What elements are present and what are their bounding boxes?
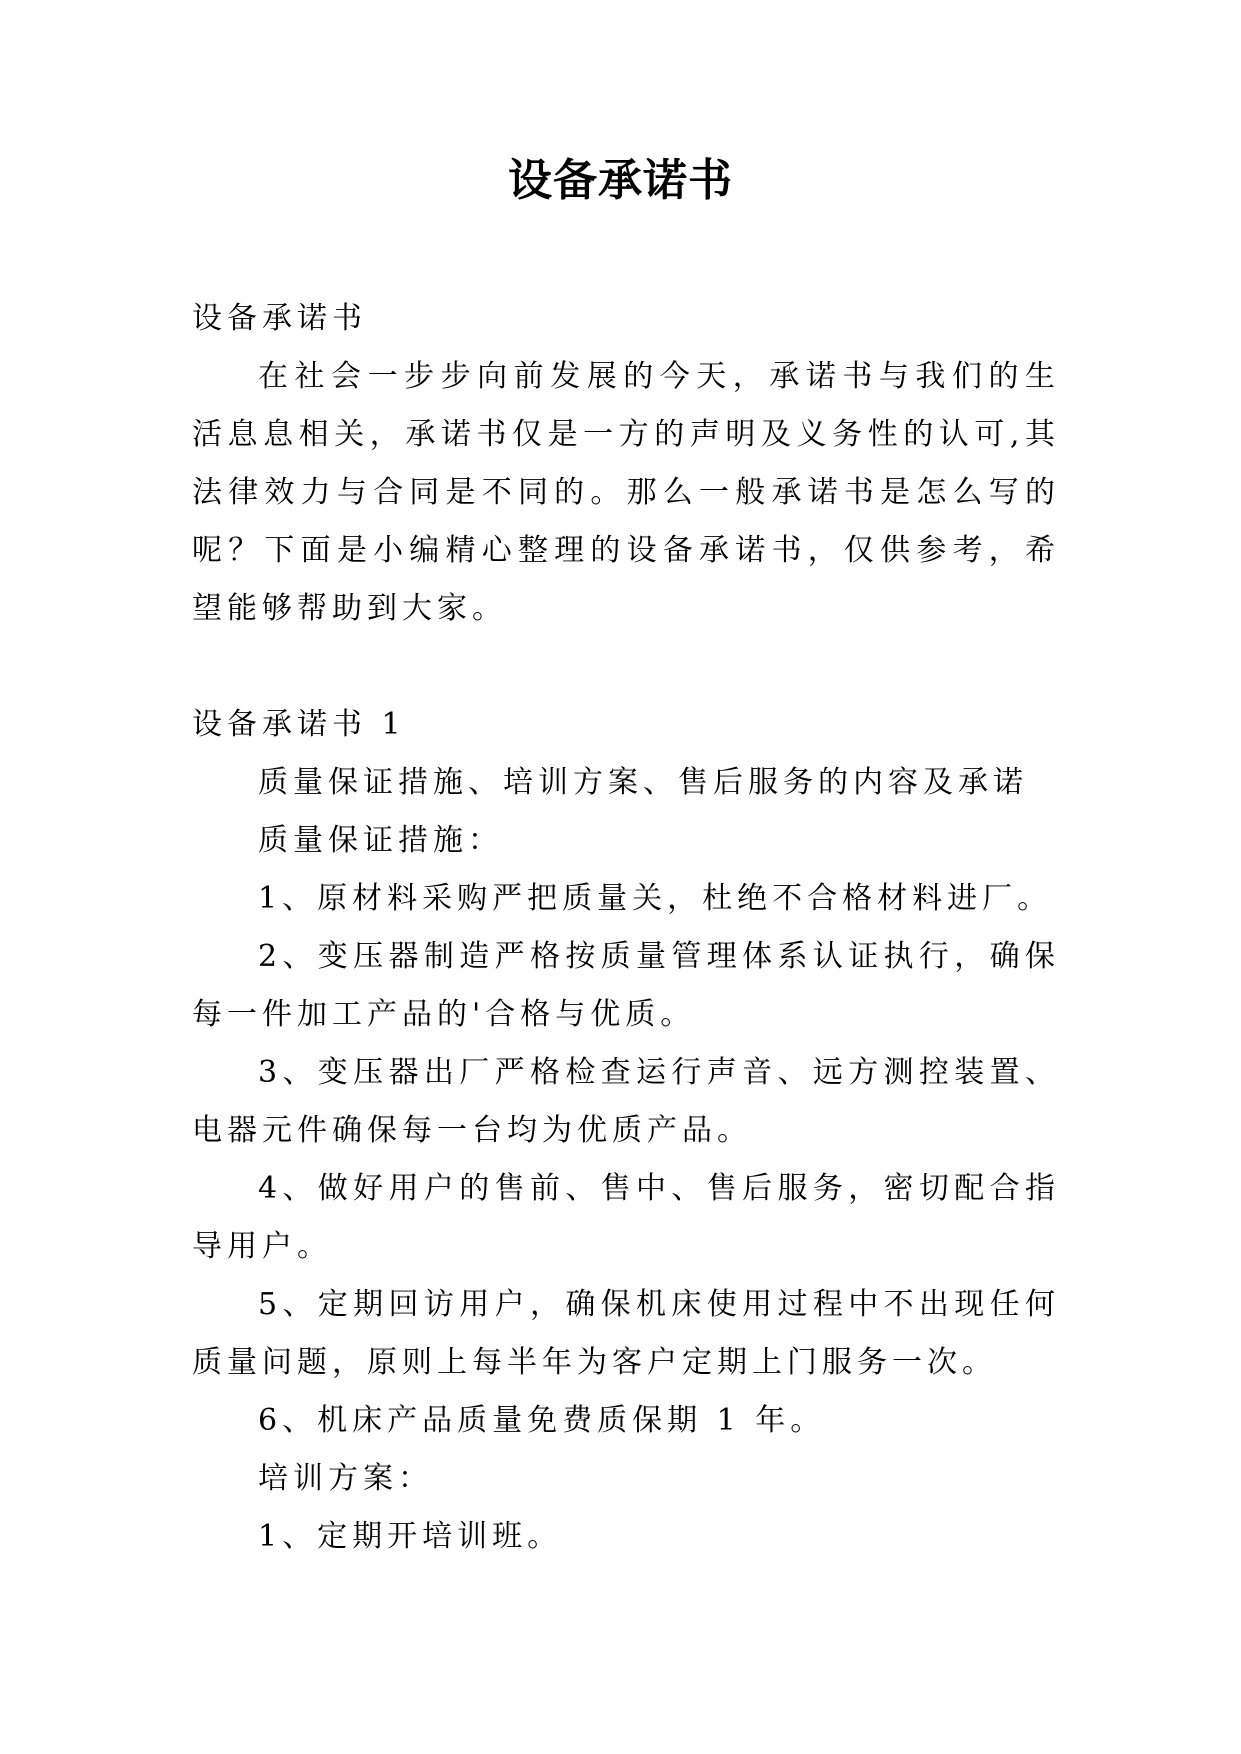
quality-item-6: 6、机床产品质量免费质保期 1 年。	[258, 1403, 826, 1438]
paragraph-gap	[192, 638, 1060, 696]
quality-item-1: 1、原材料采购严把质量关，杜绝不合格材料进厂。	[258, 881, 1053, 916]
training-item-1: 1、定期开培训班。	[258, 1519, 563, 1554]
training-heading: 培训方案：	[258, 1461, 433, 1496]
document-subtitle: 设备承诺书	[192, 301, 367, 336]
intro-paragraph: 在社会一步步向前发展的今天，承诺书与我们的生活息息相关，承诺书仅是一方的声明及义务性的认可,其法律效力与合同是不同的。那么一般承诺书是怎么写的呢？下面是小编精心整理的设备承诺书，仅供参考，希望能够帮助到大家。	[192, 359, 1060, 626]
quality-item-5: 5、定期回访用户，确保机床使用过程中不出现任何质量问题，原则上每半年为客户定期上门服务一次。	[192, 1287, 1060, 1380]
document-title: 设备承诺书	[508, 155, 733, 206]
quality-item-3: 3、变压器出厂严格检查运行声音、远方测控装置、电器元件确保每一台均为优质产品。	[192, 1055, 1060, 1148]
quality-heading: 质量保证措施：	[258, 823, 503, 858]
section-lead: 质量保证措施、培训方案、售后服务的内容及承诺	[258, 765, 1028, 800]
quality-item-2: 2、变压器制造严格按质量管理体系认证执行，确保每一件加工产品的'合格与优质。	[192, 939, 1060, 1032]
section-heading: 设备承诺书 1	[192, 707, 406, 742]
document-body	[192, 290, 1060, 1566]
quality-item-4: 4、做好用户的售前、售中、售后服务，密切配合指导用户。	[192, 1171, 1060, 1264]
